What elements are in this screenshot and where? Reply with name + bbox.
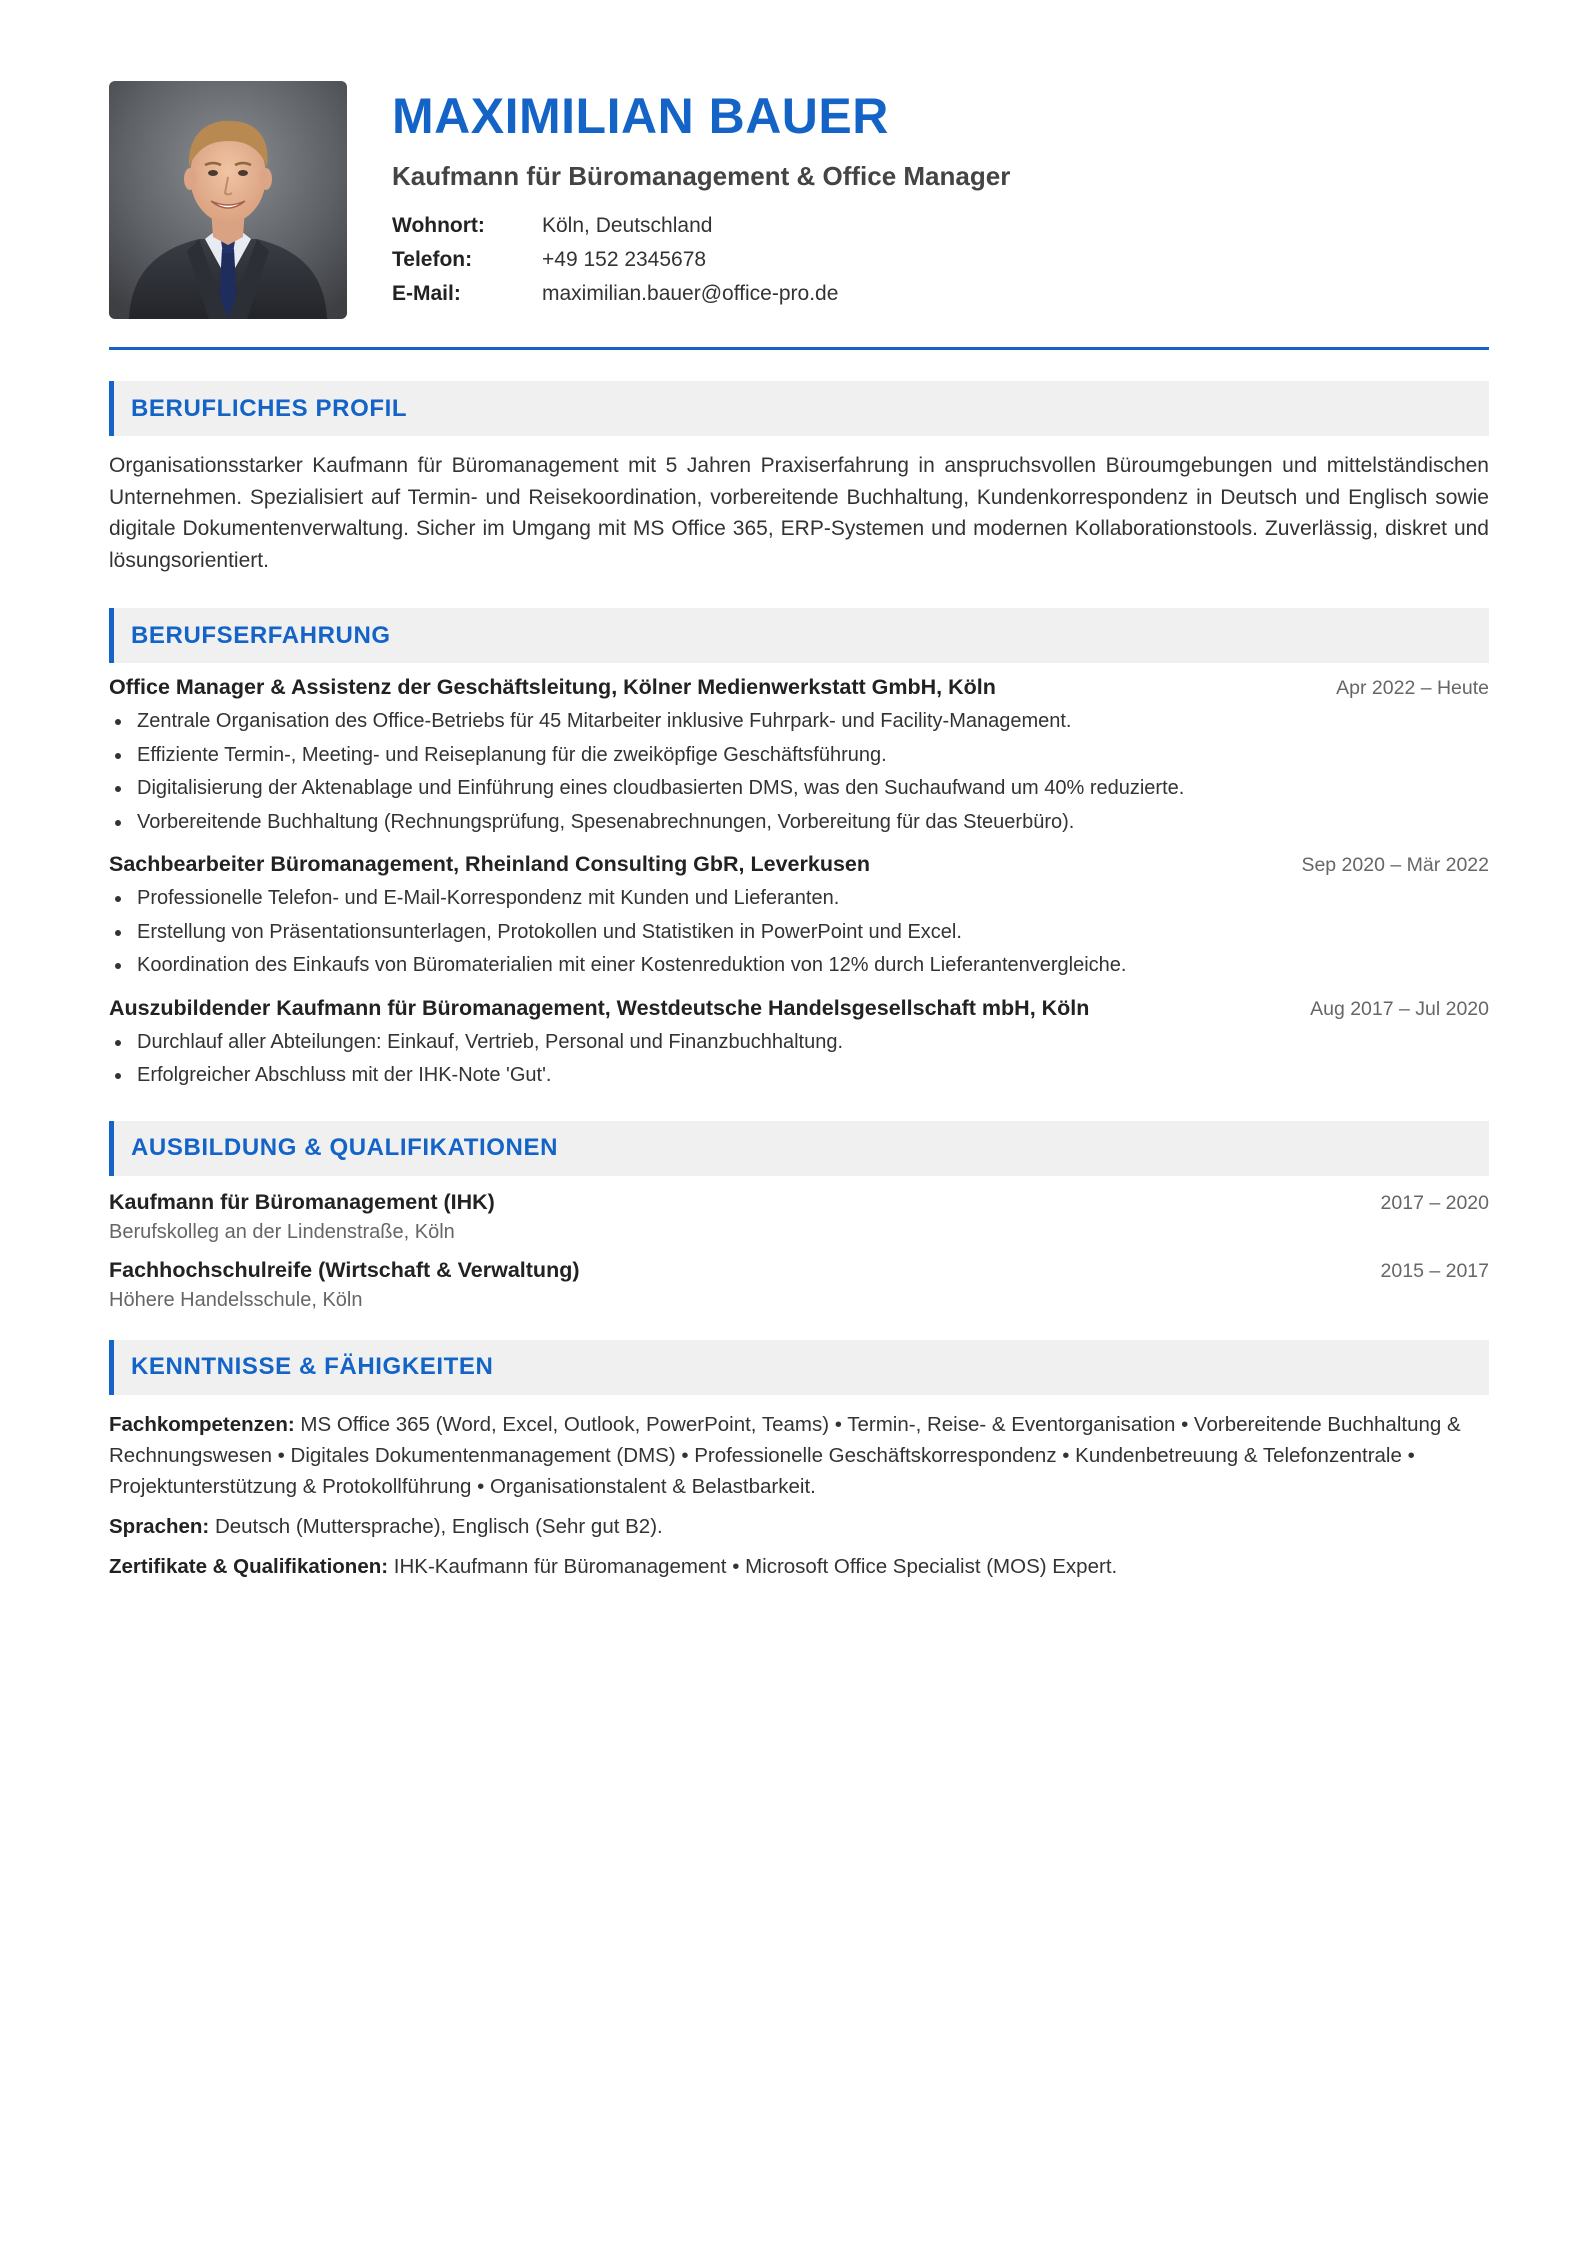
- experience-list: [109, 675, 1489, 1093]
- job-date: Apr 2022 – Heute: [1336, 677, 1489, 699]
- profile-summary: Organisationsstarker Kaufmann für Büromanagement mit 5 Jahren Praxiserfahrung in anspruchsvollen Büroumgebungen und mittelständischen Unternehmen. Spezialisiert auf Termin- und Reisekoordination, vorbereitende Buchhaltung, Kundenkorrespondenz in Deutsch und Englisch sowie digitale Dokumentenverwaltung. Sicher im Umgang mit MS Office 365, ERP-Systemen und modernen Kollaborationstools. Zuverlässig, diskret und lösungsorientiert.: [109, 454, 1489, 572]
- school-name: Höhere Handelsschule, Köln: [109, 1288, 363, 1311]
- job-title: Sachbearbeiter Büromanagement, Rheinland Consulting GbR, Leverkusen: [109, 852, 871, 876]
- portrait-image: [109, 81, 347, 319]
- contact-details: [392, 209, 1010, 311]
- profile-photo: [109, 81, 347, 319]
- bullet-item: Zentrale Organisation des Office-Betriebs für 45 Mitarbeiter inklusive Fuhrpark- und Facility-Management.: [109, 705, 1489, 739]
- job-date: Aug 2017 – Jul 2020: [1310, 997, 1489, 1020]
- bullet-item: Erfolgreicher Abschluss mit der IHK-Note 'Gut'.: [109, 1059, 1489, 1093]
- skill-label: Fachkompetenzen:: [109, 1412, 295, 1436]
- job-header: [109, 675, 1489, 700]
- bullet-item: Vorbereitende Buchhaltung (Rechnungsprüfung, Spesenabrechnungen, Vorbereitung für das Steuerbüro).: [109, 806, 1489, 840]
- education-entry: [109, 1190, 1489, 1244]
- skill-text: Deutsch (Muttersprache), Englisch (Sehr gut B2).: [214, 1514, 663, 1538]
- bullet-item: Durchlauf aller Abteilungen: Einkauf, Vertrieb, Personal und Finanzbuchhaltung.: [109, 1026, 1489, 1060]
- section-title: KENNTNISSE & FÄHIGKEITEN: [131, 1353, 494, 1380]
- contact-label: E-Mail:: [392, 281, 461, 305]
- job-header: [109, 852, 1489, 877]
- header-divider: [109, 347, 1489, 350]
- job-title: Auszubildender Kaufmann für Büromanagement, Westdeutsche Handelsgesellschaft mbH, Köln: [109, 995, 1090, 1020]
- job-entry: [109, 675, 1489, 839]
- candidate-title: Kaufmann für Büromanagement & Office Manager: [392, 161, 1011, 191]
- email-value: maximilian.bauer@office-pro.de: [542, 281, 839, 305]
- job-date: Sep 2020 – Mär 2022: [1301, 854, 1489, 876]
- contact-row-email: [392, 277, 1010, 311]
- skill-text: IHK-Kaufmann für Büromanagement • Microsoft Office Specialist (MOS) Expert.: [393, 1554, 1118, 1578]
- bullet-item: Effiziente Termin-, Meeting- und Reiseplanung für die zweiköpfige Geschäftsführung.: [109, 739, 1489, 773]
- education-list: [109, 1190, 1489, 1312]
- bullet-item: Koordination des Einkaufs von Büromaterialien mit einer Kostenreduktion von 12% durch Lieferantenvergleiche.: [109, 949, 1489, 983]
- bullet-item: Digitalisierung der Aktenablage und Einführung eines cloudbasierten DMS, was den Suchaufwand um 40% reduzierte.: [109, 772, 1489, 806]
- job-bullets: [109, 882, 1489, 983]
- skills-list: [109, 1409, 1489, 1582]
- bullet-item: Professionelle Telefon- und E-Mail-Korrespondenz mit Kunden und Lieferanten.: [109, 882, 1489, 916]
- skill-text: MS Office 365 (Word, Excel, Outlook, PowerPoint, Teams) • Termin-, Reise- & Eventorganisation • Vorbereitende Buchhaltung & Rechnungswesen • Digitales Dokumentenmanagement (DMS) • Professionelle Geschäftskorrespondenz • Kundenbetreuung & Telefonzentrale • Projektunterstützung & Protokollführung • Organisationstalent & Belastbarkeit.: [109, 1412, 1461, 1498]
- skill-group-competencies: [109, 1409, 1489, 1502]
- education-date: 2017 – 2020: [1380, 1191, 1489, 1214]
- section-title: BERUFSERFAHRUNG: [131, 621, 391, 649]
- degree-title: Kaufmann für Büromanagement (IHK): [109, 1189, 495, 1214]
- section-header-education: [109, 1121, 1489, 1176]
- header-info: [392, 81, 1010, 311]
- section-header-skills: [109, 1340, 1489, 1395]
- job-entry: [109, 996, 1489, 1093]
- education-header: [109, 1258, 1489, 1283]
- job-entry: [109, 852, 1489, 983]
- section-header-experience: [109, 608, 1489, 663]
- skill-group-certificates: [109, 1551, 1489, 1582]
- degree-title: Fachhochschulreife (Wirtschaft & Verwaltung): [109, 1257, 580, 1282]
- location-value: Köln, Deutschland: [542, 213, 713, 237]
- section-title: AUSBILDUNG & QUALIFIKATIONEN: [131, 1134, 559, 1161]
- skill-label: Sprachen:: [109, 1514, 210, 1538]
- education-date: 2015 – 2017: [1380, 1259, 1489, 1282]
- section-header-profile: [109, 381, 1489, 436]
- section-title: BERUFLICHES PROFIL: [131, 394, 408, 422]
- skill-label: Zertifikate & Qualifikationen:: [109, 1554, 389, 1578]
- school-name: Berufskolleg an der Lindenstraße, Köln: [109, 1220, 455, 1243]
- candidate-name: MAXIMILIAN BAUER: [392, 88, 889, 144]
- job-bullets: [109, 705, 1489, 839]
- job-bullets: [109, 1026, 1489, 1093]
- job-title: Office Manager & Assistenz der Geschäftsleitung, Kölner Medienwerkstatt GmbH, Köln: [109, 675, 996, 699]
- phone-value: +49 152 2345678: [542, 247, 707, 271]
- resume-content: [109, 81, 1489, 1582]
- education-entry: [109, 1258, 1489, 1312]
- resume-header: [109, 81, 1489, 319]
- contact-row-location: [392, 209, 1010, 243]
- education-header: [109, 1190, 1489, 1215]
- contact-row-phone: [392, 243, 1010, 277]
- skill-group-languages: [109, 1511, 1489, 1542]
- bullet-item: Erstellung von Präsentationsunterlagen, Protokollen und Statistiken in PowerPoint und Excel.: [109, 916, 1489, 950]
- job-header: [109, 996, 1489, 1021]
- contact-label: Wohnort:: [392, 213, 485, 237]
- contact-label: Telefon:: [392, 247, 473, 271]
